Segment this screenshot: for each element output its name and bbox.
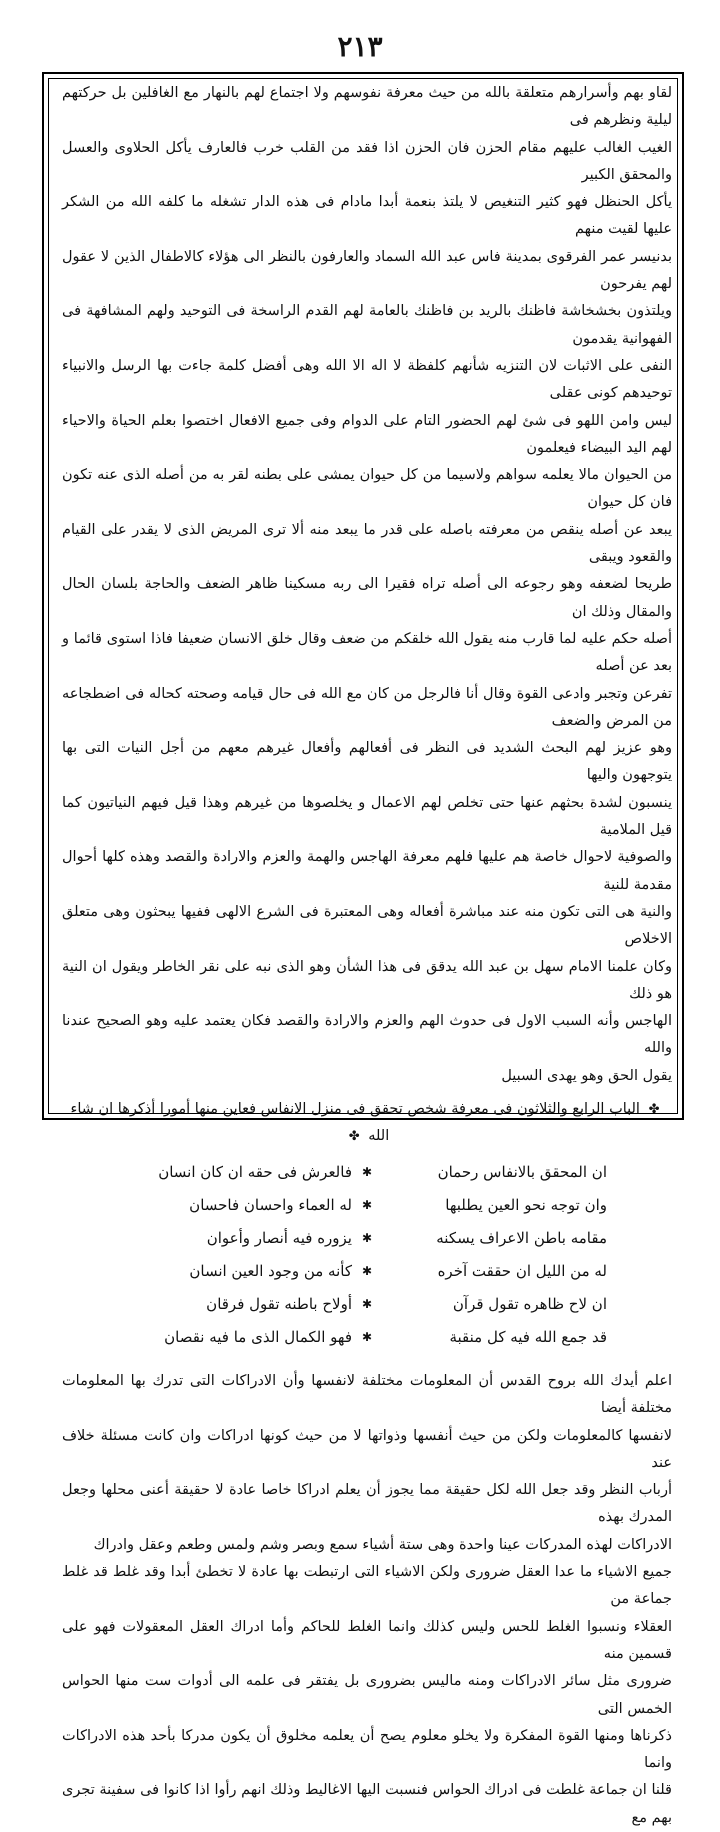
verse-first-hemistich: ان المحقق بالانفاس رحمان [437, 1162, 607, 1181]
text-line: بدنيسر عمر الفرقوى بمدينة فاس عبد الله السماد والعارفون بالنظر الى هؤلاء كالاطفال الذين لا عقول لهم يفرحون [62, 248, 672, 293]
text-line: يقول الحق وهو يهدى السبيل [501, 1067, 672, 1084]
star-separator-icon: ✱ [361, 1296, 373, 1311]
paragraph-intro [62, 80, 672, 1090]
paragraph-perception [62, 1368, 672, 1832]
text-line: ينسبون لشدة بحثهم عنها حتى تخلص لهم الاعمال و يخلصوها من غيرهم وهذا قيل فيهم النياتيون كما قيل الملامية [62, 794, 672, 839]
text-line: وهو عزيز لهم البحث الشديد فى النظر فى أفعالهم وأفعال غيرهم معهم من أجل النيات التى بها يتوجهون واليها [62, 740, 672, 784]
text-line: والصوفية لاحوال خاصة هم عليها فلهم معرفة الهاجس والهمة والعزم والارادة والقصد وهذه كلها أحوال مقدمة للنية [62, 849, 672, 893]
text-line: ضرورى مثل سائر الادراكات ومنه ماليس بضرورى بل يفتقر فى علمه الى أدوات ست منها الحواس الخمس التى [62, 1673, 672, 1717]
star-separator-icon: ✱ [361, 1164, 373, 1179]
text-line: أصله حكم عليه لما قارب منه يقول الله خلقكم من ضعف وقال خلق الانسان ضعيفا فاذا استوى قائما و بعد عن أصله [62, 630, 672, 675]
verse [62, 1222, 672, 1255]
text-line: أرباب النظر وقد جعل الله لكل حقيقة مما يجوز أن يعلم ادراكا خاصا عادة لا حقيقة أعنى محلها وجعل المدرك بهذه [62, 1482, 672, 1526]
text-line: تفرعن وتجبر وادعى القوة وقال أنا فالرجل من كان مع الله فى حال قيامه وصحته كحاله فى اضطجاعه من المرض والضعف [62, 685, 672, 729]
text-line: العقلاء ونسبوا الغلط للحس وليس كذلك وانما الغلط للحاكم وأما ادراك العقل المعقولات فهو على قسمين منه [62, 1618, 672, 1662]
text-line: يبعد عن أصله ينقص من معرفته باصله على قدر ما يبعد منه ألا ترى المريض الذى لا يقدر على القيام والقعود ويبقى [62, 521, 672, 566]
chapter-title-text: الباب الرابع والثلاثون فى معرفة شخص تحقق فى منزل الانفاس فعاين منها أمورا أذكرها ان شاء الله [70, 1100, 640, 1144]
text-line: لقاو بهم وأسرارهم متعلقة بالله من حيث معرفة نفوسهم ولا اجتماع لهم بالنهار مع الغافلين بل حركتهم ليلية ونظرهم فى [62, 85, 672, 129]
verse-first-hemistich: قد جمع الله فيه كل منقبة [449, 1327, 607, 1346]
text-line: ليس وامن اللهو فى شئ لهم الحضور التام على الدوام وفى جميع الافعال اختصوا بعلم الحياة والاحياء لهم اليد البيضاء فيعلمون [62, 412, 672, 456]
text-line: يأكل الحنظل فهو كثير التنغيص لا يلتذ بنعمة أبدا مادام فى هذه الدار تشغله ما كلفه الله من الشكر عليها لقيت منهم [62, 194, 672, 238]
verse-second-hemistich: له العماء واحسان فاحسان [189, 1195, 352, 1214]
chapter-title [62, 1096, 672, 1150]
star-separator-icon: ✱ [361, 1329, 373, 1344]
text-line: طريحا لضعفه وهو رجوعه الى أصله تراه فقيرا الى ربه مسكينا ظاهر الضعف والحاجة بلسان الحال والمقال وذلك ان [62, 576, 672, 620]
text-line: وكان علمنا الامام سهل بن عبد الله يدقق فى هذا الشأن وهو الذى نبه على نقر الخاطر ويقول ان النية هو ذلك [62, 958, 672, 1002]
verse-second-hemistich: كأنه من وجود العين انسان [189, 1261, 352, 1280]
text-line: والنية هى التى تكون منه عند مباشرة أفعاله وهى المعتبرة فى الشرع الالهى ففيها يبحثون وهى متعلق الاخلاص [62, 903, 672, 948]
verse-first-hemistich: له من الليل ان حققت آخره [437, 1261, 607, 1280]
ornament-icon: ✤ [348, 1128, 360, 1144]
verse-first-hemistich: وان توجه نحو العين يطلبها [445, 1195, 607, 1214]
page-content [62, 80, 672, 1832]
poem [62, 1156, 672, 1354]
verse [62, 1255, 672, 1288]
verse [62, 1321, 672, 1354]
verse [62, 1156, 672, 1189]
text-line: قلنا ان جماعة غلطت فى ادراك الحواس فنسبت اليها الاغاليط وذلك انهم رأوا اذا كانوا فى سفينة تجرى بهم مع [62, 1782, 672, 1826]
text-line: ويلتذون بخشخاشة فاظنك بالريد بن فاظنك بالعامة لهم القدم الراسخة فى التوحيد ولهم المشافهة فى الفهوانية يقدمون [62, 303, 672, 347]
text-line: ذكرناها ومنها القوة المفكرة ولا يخلو معلوم يصح أن يعلمه مخلوق أن يكون مدركا بأحد هذه الادراكات وانما [62, 1727, 672, 1772]
ornament-icon: ✤ [648, 1101, 660, 1117]
verse-first-hemistich: مقامه باطن الاعراف يسكنه [436, 1228, 607, 1247]
star-separator-icon: ✱ [361, 1263, 373, 1278]
verse-second-hemistich: أولاح باطنه تقول فرقان [206, 1294, 352, 1313]
verse-second-hemistich: فالعرش فى حقه ان كان انسان [158, 1162, 352, 1181]
text-line: من الحيوان مالا يعلمه سواهم ولاسيما من كل حيوان يمشى على بطنه لقر به من أصله الذى عنه تكون فان كل حيوان [62, 467, 672, 511]
text-line: جميع الاشياء ما عدا العقل ضرورى ولكن الاشياء التى ارتبطت بها عادة لا تخطئ أبدا وقد غلط قد غلط جماعة من [62, 1564, 672, 1608]
verse [62, 1189, 672, 1222]
verse-second-hemistich: فهو الكمال الذى ما فيه نقصان [164, 1327, 352, 1346]
star-separator-icon: ✱ [361, 1197, 373, 1212]
text-line: الهاجس وأنه السبب الاول فى حدوث الهم والعزم والارادة والقصد فكان يعتمد عليه وهو الصحيح عندنا والله [62, 1013, 672, 1057]
text-line: الادراكات لهذه المدركات عينا واحدة وهى ستة أشياء سمع وبصر وشم ولمس وطعم وعقل وادراك [93, 1536, 672, 1553]
star-separator-icon: ✱ [361, 1230, 373, 1245]
verse [62, 1288, 672, 1321]
text-line: الغيب الغالب عليهم مقام الحزن فان الحزن اذا فقد من القلب خرب فالعارف يأكل الحلاوى والعسل والمحقق الكبير [62, 139, 672, 183]
text-line: اعلم أيدك الله بروح القدس أن المعلومات مختلفة لانفسها وأن الادراكات التى تدرك بها المعلومات مختلفة أيضا [62, 1372, 672, 1417]
verse-first-hemistich: ان لاح ظاهره تقول قرآن [452, 1294, 607, 1313]
page-number: ٢١٣ [337, 30, 383, 63]
verse-second-hemistich: يزوره فيه أنصار وأعوان [206, 1228, 352, 1247]
text-line: النفى على الاثبات لان التنزيه شأنهم كلفظة لا اله الا الله وهى أفضل كلمة جاءت بها الرسل والانبياء توحيدهم كونى عقلى [62, 357, 672, 402]
text-line: لانفسها كالمعلومات ولكن من حيث أنفسها وذواتها لا من حيث كونها ادراكات وان كانت مسئلة خلاف عند [62, 1427, 672, 1471]
